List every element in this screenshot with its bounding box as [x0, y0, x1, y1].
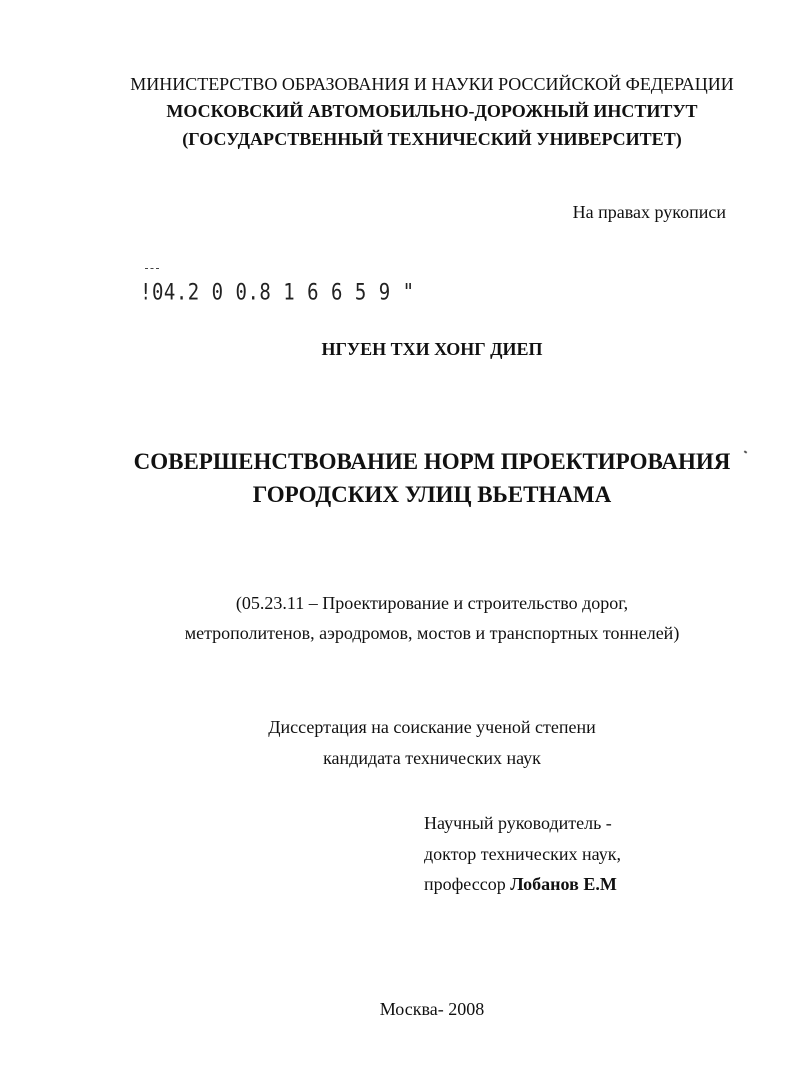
specialty-line-2: метрополитенов, аэродромов, мостов и транспортных тоннелей)	[184, 623, 680, 643]
author-name: НГУЕН ТХИ ХОНГ ДИЕП	[321, 339, 543, 359]
dissertation-title-line-2: ГОРОДСКИХ УЛИЦ ВЬЕТНАМА	[252, 482, 612, 507]
supervisor-name: Лобанов Е.М	[510, 874, 617, 894]
supervisor-degree: доктор технических наук,	[424, 844, 621, 864]
institute-heading: МОСКОВСКИЙ АВТОМОБИЛЬНО-ДОРОЖНЫЙ ИНСТИТУТ	[166, 101, 698, 121]
supervisor-title-prefix: профессор	[424, 874, 511, 894]
manuscript-rights-note: На правах рукописи	[572, 202, 726, 222]
city-year: Москва- 2008	[379, 999, 485, 1019]
degree-line-2: кандидата технических наук	[323, 748, 541, 768]
library-stamp-number: !04.2 0 0.8 1 6 6 5 9 "	[140, 280, 415, 306]
supervisor-role: Научный руководитель -	[424, 813, 612, 833]
university-heading: (ГОСУДАРСТВЕННЫЙ ТЕХНИЧЕСКИЙ УНИВЕРСИТЕТ)	[182, 129, 682, 149]
ministry-heading: МИНИСТЕРСТВО ОБРАЗОВАНИЯ И НАУКИ РОССИЙСКОЙ ФЕДЕРАЦИИ	[130, 74, 734, 94]
dissertation-title-line-1: СОВЕРШЕНСТВОВАНИЕ НОРМ ПРОЕКТИРОВАНИЯ	[133, 449, 731, 474]
degree-line-1: Диссертация на соискание ученой степени	[268, 717, 596, 737]
supervisor-title	[424, 874, 617, 895]
specialty-line-1: (05.23.11 – Проектирование и строительство дорог,	[235, 593, 629, 613]
stamp-mark	[145, 268, 159, 270]
